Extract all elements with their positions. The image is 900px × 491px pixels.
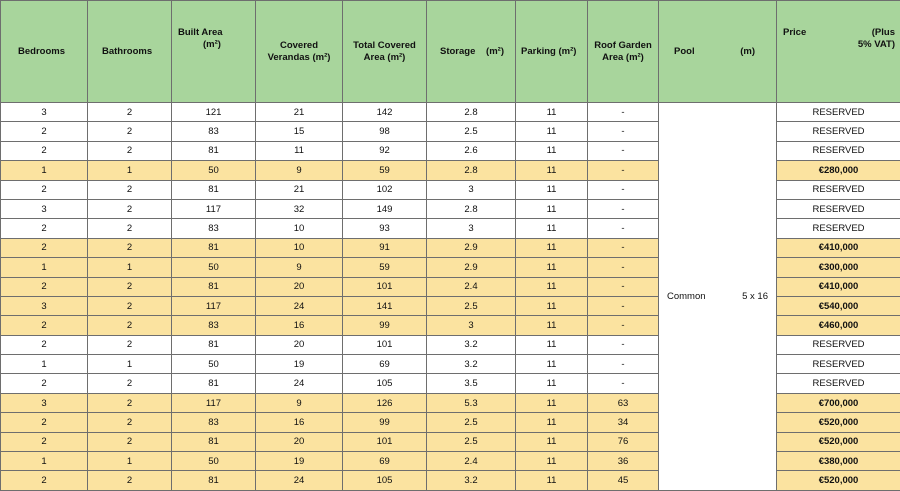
cell-roof-garden: - bbox=[588, 277, 659, 296]
cell-bedrooms: 2 bbox=[1, 316, 88, 335]
cell-bathrooms: 1 bbox=[88, 161, 172, 180]
cell-roof-garden: - bbox=[588, 180, 659, 199]
cell-covered-verandas: 11 bbox=[256, 141, 343, 160]
cell-parking: 11 bbox=[516, 393, 588, 412]
cell-total-covered-area: 59 bbox=[343, 258, 427, 277]
cell-storage: 3.2 bbox=[427, 471, 516, 490]
cell-bathrooms: 2 bbox=[88, 335, 172, 354]
cell-bathrooms: 2 bbox=[88, 219, 172, 238]
cell-parking: 11 bbox=[516, 180, 588, 199]
cell-bathrooms: 1 bbox=[88, 355, 172, 374]
cell-price: RESERVED bbox=[777, 335, 900, 354]
header-bathrooms-label: Bathrooms bbox=[102, 46, 152, 57]
cell-total-covered-area: 99 bbox=[343, 316, 427, 335]
cell-roof-garden: 34 bbox=[588, 413, 659, 432]
header-row bbox=[1, 1, 900, 103]
cell-covered-verandas: 9 bbox=[256, 393, 343, 412]
cell-covered-verandas: 24 bbox=[256, 296, 343, 315]
cell-storage: 2.4 bbox=[427, 277, 516, 296]
cell-storage: 3 bbox=[427, 219, 516, 238]
cell-bathrooms: 2 bbox=[88, 432, 172, 451]
cell-covered-verandas: 21 bbox=[256, 180, 343, 199]
cell-roof-garden: 63 bbox=[588, 393, 659, 412]
cell-bedrooms: 2 bbox=[1, 277, 88, 296]
cell-roof-garden: - bbox=[588, 103, 659, 122]
cell-parking: 11 bbox=[516, 199, 588, 218]
cell-parking: 11 bbox=[516, 238, 588, 257]
cell-covered-verandas: 24 bbox=[256, 471, 343, 490]
cell-built-area: 83 bbox=[172, 219, 256, 238]
cell-total-covered-area: 91 bbox=[343, 238, 427, 257]
header-total-covered-area bbox=[343, 1, 427, 103]
cell-built-area: 81 bbox=[172, 374, 256, 393]
cell-total-covered-area: 101 bbox=[343, 277, 427, 296]
cell-parking: 11 bbox=[516, 277, 588, 296]
cell-covered-verandas: 19 bbox=[256, 355, 343, 374]
header-built-area-unit: (m²) bbox=[178, 39, 221, 50]
cell-roof-garden: - bbox=[588, 355, 659, 374]
header-pool bbox=[659, 1, 777, 103]
cell-parking: 11 bbox=[516, 161, 588, 180]
cell-bathrooms: 2 bbox=[88, 238, 172, 257]
cell-price: €520,000 bbox=[777, 432, 900, 451]
header-storage-label: Storage bbox=[440, 46, 475, 58]
cell-price: RESERVED bbox=[777, 355, 900, 374]
cell-storage: 2.5 bbox=[427, 413, 516, 432]
cell-parking: 11 bbox=[516, 296, 588, 315]
cell-parking: 11 bbox=[516, 103, 588, 122]
cell-total-covered-area: 59 bbox=[343, 161, 427, 180]
cell-bedrooms: 1 bbox=[1, 161, 88, 180]
header-built-area-label: Built Area bbox=[178, 27, 223, 38]
cell-roof-garden: - bbox=[588, 199, 659, 218]
cell-covered-verandas: 16 bbox=[256, 413, 343, 432]
header-total-covered-area-unit: (m²) bbox=[387, 52, 405, 63]
cell-price: RESERVED bbox=[777, 122, 900, 141]
header-pool-label: Pool bbox=[674, 46, 695, 58]
cell-total-covered-area: 101 bbox=[343, 335, 427, 354]
cell-roof-garden: - bbox=[588, 335, 659, 354]
header-parking-label: Parking bbox=[521, 46, 556, 57]
cell-storage: 2.5 bbox=[427, 432, 516, 451]
cell-bathrooms: 2 bbox=[88, 316, 172, 335]
header-bedrooms bbox=[1, 1, 88, 103]
header-storage-unit: (m²) bbox=[486, 46, 504, 58]
cell-total-covered-area: 69 bbox=[343, 452, 427, 471]
cell-bedrooms: 3 bbox=[1, 199, 88, 218]
cell-storage: 3 bbox=[427, 316, 516, 335]
cell-bathrooms: 2 bbox=[88, 199, 172, 218]
cell-covered-verandas: 21 bbox=[256, 103, 343, 122]
cell-bathrooms: 2 bbox=[88, 296, 172, 315]
header-price-suffix: (Plus bbox=[872, 27, 895, 39]
cell-roof-garden: - bbox=[588, 219, 659, 238]
cell-price: €540,000 bbox=[777, 296, 900, 315]
cell-bathrooms: 2 bbox=[88, 103, 172, 122]
cell-storage: 2.5 bbox=[427, 122, 516, 141]
cell-bathrooms: 2 bbox=[88, 180, 172, 199]
cell-roof-garden: - bbox=[588, 316, 659, 335]
cell-built-area: 81 bbox=[172, 471, 256, 490]
cell-roof-garden: - bbox=[588, 141, 659, 160]
cell-bedrooms: 3 bbox=[1, 393, 88, 412]
cell-built-area: 81 bbox=[172, 238, 256, 257]
table-row bbox=[1, 103, 900, 122]
cell-covered-verandas: 20 bbox=[256, 277, 343, 296]
cell-total-covered-area: 141 bbox=[343, 296, 427, 315]
cell-built-area: 83 bbox=[172, 122, 256, 141]
cell-built-area: 50 bbox=[172, 452, 256, 471]
cell-parking: 11 bbox=[516, 335, 588, 354]
cell-parking: 11 bbox=[516, 219, 588, 238]
cell-storage: 2.5 bbox=[427, 296, 516, 315]
cell-parking: 11 bbox=[516, 355, 588, 374]
cell-storage: 2.6 bbox=[427, 141, 516, 160]
cell-price: €380,000 bbox=[777, 452, 900, 471]
cell-built-area: 117 bbox=[172, 296, 256, 315]
cell-parking: 11 bbox=[516, 316, 588, 335]
cell-roof-garden: - bbox=[588, 296, 659, 315]
cell-storage: 2.8 bbox=[427, 161, 516, 180]
cell-covered-verandas: 24 bbox=[256, 374, 343, 393]
cell-built-area: 50 bbox=[172, 355, 256, 374]
cell-built-area: 81 bbox=[172, 432, 256, 451]
cell-bedrooms: 2 bbox=[1, 180, 88, 199]
cell-roof-garden: - bbox=[588, 258, 659, 277]
cell-parking: 11 bbox=[516, 258, 588, 277]
cell-built-area: 117 bbox=[172, 199, 256, 218]
cell-covered-verandas: 10 bbox=[256, 238, 343, 257]
cell-price: €520,000 bbox=[777, 471, 900, 490]
cell-total-covered-area: 105 bbox=[343, 471, 427, 490]
header-pool-unit: (m) bbox=[740, 46, 755, 58]
cell-roof-garden: 76 bbox=[588, 432, 659, 451]
cell-bathrooms: 1 bbox=[88, 452, 172, 471]
pool-size: 5 x 16 bbox=[742, 291, 768, 302]
cell-covered-verandas: 16 bbox=[256, 316, 343, 335]
cell-storage: 3.5 bbox=[427, 374, 516, 393]
cell-storage: 3.2 bbox=[427, 355, 516, 374]
cell-price: €700,000 bbox=[777, 393, 900, 412]
cell-bathrooms: 2 bbox=[88, 141, 172, 160]
cell-bedrooms: 1 bbox=[1, 355, 88, 374]
cell-parking: 11 bbox=[516, 452, 588, 471]
header-built-area bbox=[172, 1, 256, 103]
cell-parking: 11 bbox=[516, 471, 588, 490]
cell-price: RESERVED bbox=[777, 103, 900, 122]
cell-storage: 2.4 bbox=[427, 452, 516, 471]
cell-total-covered-area: 142 bbox=[343, 103, 427, 122]
header-price bbox=[777, 1, 900, 103]
cell-bedrooms: 1 bbox=[1, 452, 88, 471]
cell-covered-verandas: 9 bbox=[256, 258, 343, 277]
cell-built-area: 121 bbox=[172, 103, 256, 122]
cell-bathrooms: 2 bbox=[88, 413, 172, 432]
cell-storage: 2.9 bbox=[427, 258, 516, 277]
cell-built-area: 83 bbox=[172, 316, 256, 335]
cell-roof-garden: 45 bbox=[588, 471, 659, 490]
cell-storage: 3.2 bbox=[427, 335, 516, 354]
cell-built-area: 117 bbox=[172, 393, 256, 412]
cell-bedrooms: 3 bbox=[1, 103, 88, 122]
cell-bathrooms: 1 bbox=[88, 258, 172, 277]
pool-type: Common bbox=[667, 291, 706, 302]
cell-built-area: 81 bbox=[172, 335, 256, 354]
header-covered-verandas-unit: (m²) bbox=[312, 52, 330, 63]
cell-price: €410,000 bbox=[777, 238, 900, 257]
cell-total-covered-area: 98 bbox=[343, 122, 427, 141]
header-parking bbox=[516, 1, 588, 103]
cell-total-covered-area: 93 bbox=[343, 219, 427, 238]
cell-price: €460,000 bbox=[777, 316, 900, 335]
cell-roof-garden: - bbox=[588, 122, 659, 141]
cell-price: €300,000 bbox=[777, 258, 900, 277]
cell-bedrooms: 2 bbox=[1, 471, 88, 490]
cell-covered-verandas: 15 bbox=[256, 122, 343, 141]
cell-roof-garden: - bbox=[588, 238, 659, 257]
cell-built-area: 81 bbox=[172, 277, 256, 296]
cell-total-covered-area: 102 bbox=[343, 180, 427, 199]
cell-bathrooms: 2 bbox=[88, 471, 172, 490]
cell-price: RESERVED bbox=[777, 141, 900, 160]
cell-parking: 11 bbox=[516, 413, 588, 432]
table-body bbox=[1, 103, 900, 491]
header-total-covered-area-label: Total Covered Area bbox=[353, 40, 416, 63]
cell-total-covered-area: 92 bbox=[343, 141, 427, 160]
header-bathrooms bbox=[88, 1, 172, 103]
cell-bathrooms: 2 bbox=[88, 277, 172, 296]
cell-covered-verandas: 20 bbox=[256, 432, 343, 451]
cell-total-covered-area: 101 bbox=[343, 432, 427, 451]
cell-bedrooms: 2 bbox=[1, 413, 88, 432]
cell-covered-verandas: 10 bbox=[256, 219, 343, 238]
cell-total-covered-area: 149 bbox=[343, 199, 427, 218]
header-covered-verandas bbox=[256, 1, 343, 103]
cell-parking: 11 bbox=[516, 122, 588, 141]
cell-storage: 5.3 bbox=[427, 393, 516, 412]
cell-total-covered-area: 69 bbox=[343, 355, 427, 374]
cell-built-area: 50 bbox=[172, 258, 256, 277]
cell-built-area: 50 bbox=[172, 161, 256, 180]
header-covered-verandas-label: Covered Verandas bbox=[268, 40, 318, 63]
header-roof-garden-unit: (m²) bbox=[626, 52, 644, 63]
cell-price: €520,000 bbox=[777, 413, 900, 432]
cell-bedrooms: 2 bbox=[1, 335, 88, 354]
cell-price: RESERVED bbox=[777, 374, 900, 393]
cell-storage: 3 bbox=[427, 180, 516, 199]
cell-parking: 11 bbox=[516, 374, 588, 393]
header-parking-unit: (m²) bbox=[559, 46, 577, 57]
cell-price: €280,000 bbox=[777, 161, 900, 180]
cell-bedrooms: 2 bbox=[1, 432, 88, 451]
cell-total-covered-area: 126 bbox=[343, 393, 427, 412]
header-price-vat-note: 5% VAT) bbox=[858, 39, 895, 50]
header-roof-garden-label: Roof Garden Area bbox=[594, 40, 652, 63]
header-bedrooms-label: Bedrooms bbox=[18, 46, 65, 57]
header-storage bbox=[427, 1, 516, 103]
cell-bedrooms: 2 bbox=[1, 141, 88, 160]
cell-covered-verandas: 9 bbox=[256, 161, 343, 180]
cell-bedrooms: 2 bbox=[1, 374, 88, 393]
cell-covered-verandas: 19 bbox=[256, 452, 343, 471]
cell-bathrooms: 2 bbox=[88, 393, 172, 412]
cell-parking: 11 bbox=[516, 432, 588, 451]
cell-roof-garden: 36 bbox=[588, 452, 659, 471]
cell-built-area: 83 bbox=[172, 413, 256, 432]
cell-roof-garden: - bbox=[588, 161, 659, 180]
cell-bedrooms: 2 bbox=[1, 238, 88, 257]
cell-price: RESERVED bbox=[777, 219, 900, 238]
cell-storage: 2.9 bbox=[427, 238, 516, 257]
cell-roof-garden: - bbox=[588, 374, 659, 393]
pool-cell bbox=[659, 103, 777, 491]
cell-bedrooms: 3 bbox=[1, 296, 88, 315]
cell-price: RESERVED bbox=[777, 199, 900, 218]
cell-bathrooms: 2 bbox=[88, 122, 172, 141]
header-price-label: Price bbox=[783, 27, 806, 39]
cell-built-area: 81 bbox=[172, 141, 256, 160]
cell-parking: 11 bbox=[516, 141, 588, 160]
cell-bedrooms: 2 bbox=[1, 219, 88, 238]
cell-price: €410,000 bbox=[777, 277, 900, 296]
cell-storage: 2.8 bbox=[427, 103, 516, 122]
cell-bedrooms: 1 bbox=[1, 258, 88, 277]
cell-covered-verandas: 20 bbox=[256, 335, 343, 354]
cell-storage: 2.8 bbox=[427, 199, 516, 218]
cell-bedrooms: 2 bbox=[1, 122, 88, 141]
cell-price: RESERVED bbox=[777, 180, 900, 199]
cell-covered-verandas: 32 bbox=[256, 199, 343, 218]
cell-built-area: 81 bbox=[172, 180, 256, 199]
header-roof-garden bbox=[588, 1, 659, 103]
cell-bathrooms: 2 bbox=[88, 374, 172, 393]
cell-total-covered-area: 105 bbox=[343, 374, 427, 393]
cell-total-covered-area: 99 bbox=[343, 413, 427, 432]
